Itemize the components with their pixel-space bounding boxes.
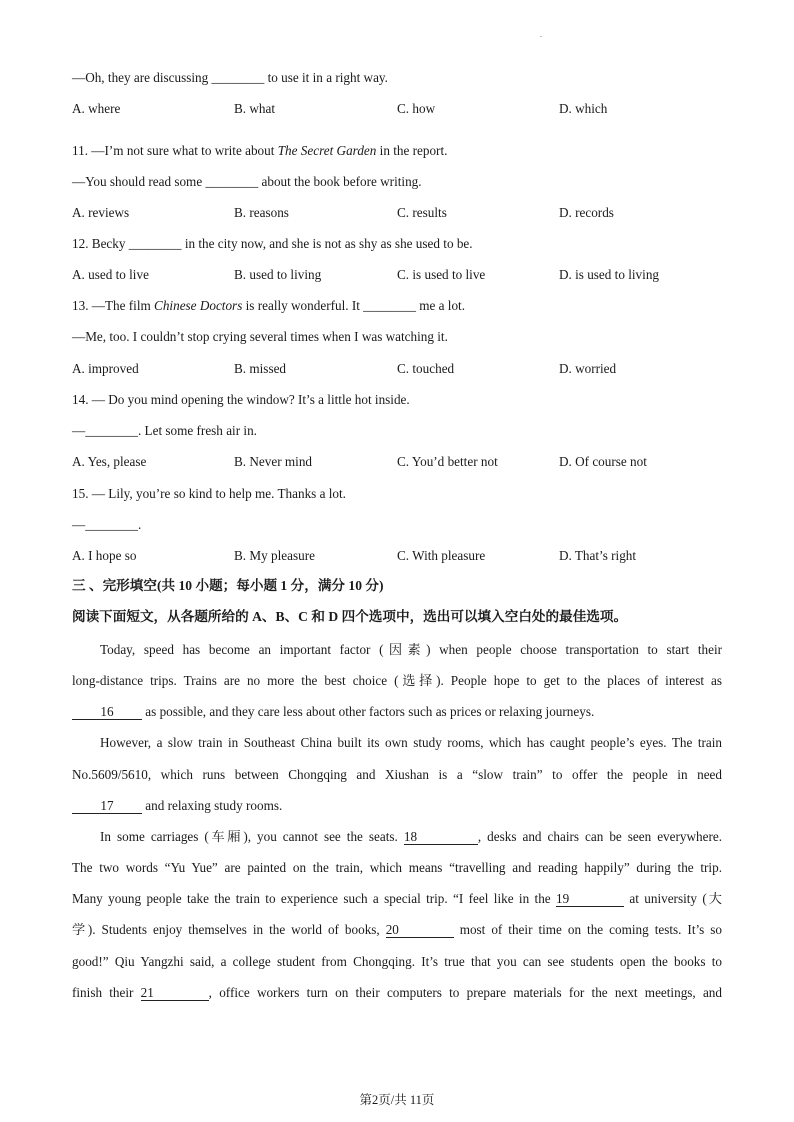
passage-p3-line3-before: Many young people take the train to experience such a special trip. “I feel like in the [72,891,557,906]
q10-option-b[interactable]: B. what [234,101,276,116]
q12-option-a[interactable]: A. used to live [72,267,149,282]
passage-p3-line6-before: finish their [72,985,141,1000]
q15-option-a[interactable]: A. I hope so [72,548,137,563]
passage-p3-line6 [72,985,722,1001]
q12-option-d[interactable]: D. is used to living [559,267,660,282]
q10-line2: —Oh, they are discussing ________ to use it in a right way. [72,70,388,85]
q12-line1: 12. Becky ________ in the city now, and she is not as shy as she used to be. [72,236,473,251]
blank-20[interactable]: 20 [386,923,454,938]
q15-line1: 15. — Lily, you’re so kind to help me. Thanks a lot. [72,486,346,501]
q14-option-c[interactable]: C. You’d better not [397,454,498,469]
passage-p3-line6-after: , office workers turn on their computers to prepare materials for the next meetings, and [208,985,722,1000]
blank-17[interactable]: 17 [72,799,142,814]
q11-option-b[interactable]: B. reasons [234,205,289,220]
q12-options [72,267,732,283]
q13-option-d[interactable]: D. worried [559,361,617,376]
passage-p1-line2: long-distance trips. Trains are no more the best choice (选择). People hope to get to the places of interest as [72,673,722,688]
blank-19[interactable]: 19 [556,892,624,907]
q12-option-b[interactable]: B. used to living [234,267,322,282]
q14-line2: —________. Let some fresh air in. [72,423,257,438]
q11-line1 [72,143,447,159]
passage-p2-line2: No.5609/5610, which runs between Chongqing and Xiushan is a “slow train” to offer the people in need [72,767,722,782]
page-footer: 第2页/共 11页 [359,1093,435,1107]
q11-option-c[interactable]: C. results [397,205,447,220]
q13-film-title: Chinese Doctors [154,298,243,313]
passage-p1-line3 [72,704,722,720]
corner-mark: . [540,30,542,39]
q13-options [72,361,732,377]
q15-options [72,548,732,564]
q13-option-c[interactable]: C. touched [397,361,455,376]
q10-option-c[interactable]: C. how [397,101,436,116]
passage-p3-line5: good!” Qiu Yangzhi said, a college student from Chongqing. It’s true that you can see students open the books to [72,954,722,969]
q13-line2: —Me, too. I couldn’t stop crying several times when I was watching it. [72,329,448,344]
passage-p3-line1-after: , desks and chairs can be seen everywhere. [477,829,723,844]
q14-line1: 14. — Do you mind opening the window? It’s a little hot inside. [72,392,410,407]
q11-option-a[interactable]: A. reviews [72,205,130,220]
q14-option-d[interactable]: D. Of course not [559,454,647,469]
passage-p3-line4-after: most of their time on the coming tests. It’s so [453,922,722,937]
q10-option-a[interactable]: A. where [72,101,121,116]
blank-18[interactable]: 18 [404,830,478,845]
passage-p3-line3-after: at university (大 [624,891,722,906]
passage-p2-line1: However, a slow train in Southeast China built its own study rooms, which has caught people’s eyes. The train [100,735,722,750]
passage-p3-line3 [72,891,722,907]
q11-suffix: in the report. [376,143,448,158]
blank-21[interactable]: 21 [141,986,209,1001]
q15-option-b[interactable]: B. My pleasure [234,548,315,563]
q10-option-d[interactable]: D. which [559,101,608,116]
section-instruction: 阅读下面短文，从各题所给的 A、B、C 和 D 四个选项中，选出可以填入空白处的最佳选项。 [72,609,628,624]
q14-option-b[interactable]: B. Never mind [234,454,313,469]
passage-p2-line3-text: and relaxing study rooms. [142,798,283,813]
passage-p1-line1: Today, speed has become an important factor (因素) when people choose transportation to start their [100,642,722,657]
q15-option-d[interactable]: D. That’s right [559,548,637,563]
section-heading: 三 、完形填空(共 10 小题；每小题 1 分，满分 10 分) [72,578,384,593]
passage-p3-line4 [72,922,722,938]
passage-p3-line1 [72,829,722,845]
passage-p3-line2: The two words “Yu Yue” are painted on the train, which means “travelling and reading happily” during the trip. [72,860,722,875]
q11-prefix: 11. —I’m not sure what to write about [72,143,278,158]
q13-line1 [72,298,465,314]
q11-line2: —You should read some ________ about the book before writing. [72,174,422,189]
passage-p3-line1-before: In some carriages (车厢), you cannot see the seats. [100,829,404,844]
q12-option-c[interactable]: C. is used to live [397,267,486,282]
q10-options [72,101,732,117]
q15-line2: —________. [72,517,142,532]
q14-options [72,454,732,470]
q13-suffix: is really wonderful. It ________ me a lot. [242,298,466,313]
blank-16[interactable]: 16 [72,705,142,720]
q11-book-title: The Secret Garden [277,143,377,158]
q13-option-a[interactable]: A. improved [72,361,139,376]
q13-prefix: 13. —The film [72,298,155,313]
q14-option-a[interactable]: A. Yes, please [72,454,147,469]
q11-options [72,205,732,221]
passage-p1-line3-text: as possible, and they care less about other factors such as prices or relaxing journeys. [142,704,595,719]
q15-option-c[interactable]: C. With pleasure [397,548,486,563]
passage-p2-line3 [72,798,722,814]
q13-option-b[interactable]: B. missed [234,361,287,376]
passage-p3-line4-before: 学). Students enjoy themselves in the world of books, [72,922,386,937]
q11-option-d[interactable]: D. records [559,205,614,220]
